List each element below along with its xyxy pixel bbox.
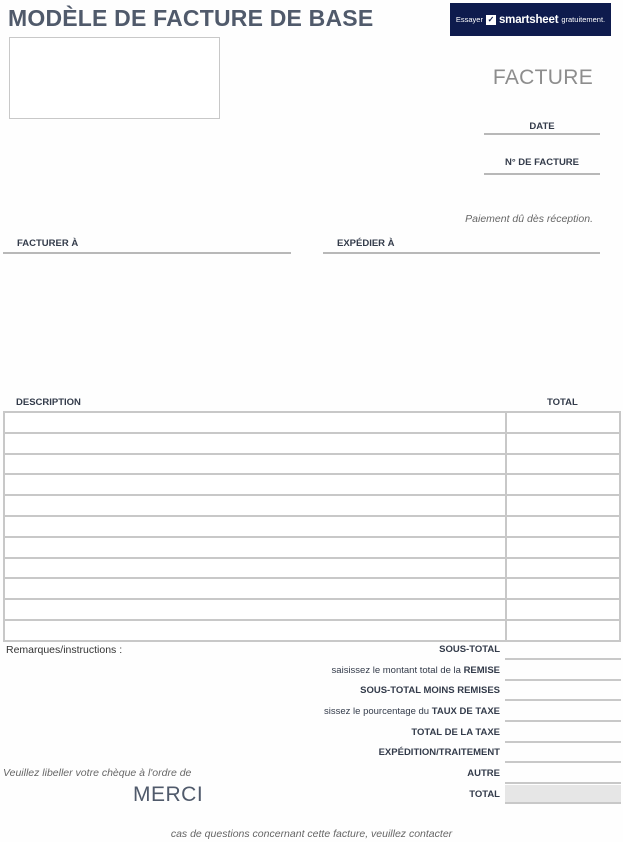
subtotal-less-discount-label: SOUS-TOTAL MOINS REMISES xyxy=(360,685,500,696)
total-cell[interactable] xyxy=(506,620,620,641)
table-row xyxy=(4,433,620,454)
description-cell[interactable] xyxy=(4,537,506,558)
description-cell[interactable] xyxy=(4,474,506,495)
page-title: MODÈLE DE FACTURE DE BASE xyxy=(8,5,374,31)
banner-suffix: gratuitement. xyxy=(561,15,606,24)
smartsheet-banner[interactable] xyxy=(450,3,611,36)
other-label: AUTRE xyxy=(467,768,500,779)
description-cell[interactable] xyxy=(4,433,506,454)
description-cell[interactable] xyxy=(4,495,506,516)
checkmark-icon: ✓ xyxy=(487,14,495,24)
description-cell[interactable] xyxy=(4,516,506,537)
date-field-line[interactable] xyxy=(484,133,600,135)
table-row xyxy=(4,474,620,495)
subtotal-less-discount-field[interactable] xyxy=(505,682,621,701)
tax-total-label: TOTAL DE LA TAXE xyxy=(411,727,500,738)
grand-total-field[interactable] xyxy=(505,785,621,804)
bill-to-line xyxy=(3,252,291,254)
ship-to-label: EXPÉDIER À xyxy=(337,238,395,249)
total-cell[interactable] xyxy=(506,433,620,454)
tax-rate-label: sissez le pourcentage du TAUX DE TAXE xyxy=(324,706,500,717)
discount-field[interactable] xyxy=(505,662,621,681)
total-cell[interactable] xyxy=(506,599,620,620)
bill-to-label: FACTURER À xyxy=(17,238,79,249)
banner-brand: smartsheet xyxy=(498,13,559,26)
total-cell[interactable] xyxy=(506,454,620,475)
payment-note: Paiement dû dès réception. xyxy=(465,213,593,225)
description-cell[interactable] xyxy=(4,558,506,579)
description-column-header: DESCRIPTION xyxy=(16,397,81,408)
thanks-text: MERCI xyxy=(133,783,204,806)
shipping-label: EXPÉDITION/TRAITEMENT xyxy=(378,747,500,758)
table-row xyxy=(4,599,620,620)
banner-prefix: Essayer xyxy=(455,15,483,24)
table-row xyxy=(4,537,620,558)
total-cell[interactable] xyxy=(506,474,620,495)
cheque-note: Veuillez libeller votre chèque à l'ordre de xyxy=(3,767,192,779)
description-cell[interactable] xyxy=(4,599,506,620)
total-cell[interactable] xyxy=(506,412,620,433)
invoice-number-label: N° DE FACTURE xyxy=(505,157,579,168)
total-cell[interactable] xyxy=(506,578,620,599)
ship-to-line xyxy=(323,252,600,254)
total-cell[interactable] xyxy=(506,558,620,579)
total-cell[interactable] xyxy=(506,495,620,516)
other-field[interactable] xyxy=(505,765,621,784)
description-cell[interactable] xyxy=(4,620,506,641)
remarks-label: Remarques/instructions : xyxy=(6,644,123,656)
description-cell[interactable] xyxy=(4,454,506,475)
table-row xyxy=(4,516,620,537)
tax-rate-field[interactable] xyxy=(505,703,621,722)
total-cell[interactable] xyxy=(506,537,620,558)
subtotal-label: SOUS-TOTAL xyxy=(439,644,500,655)
table-row xyxy=(4,620,620,641)
shipping-field[interactable] xyxy=(505,744,621,763)
tax-total-field[interactable] xyxy=(505,724,621,743)
total-cell[interactable] xyxy=(506,516,620,537)
description-cell[interactable] xyxy=(4,412,506,433)
grand-total-label: TOTAL xyxy=(469,789,500,800)
date-label: DATE xyxy=(529,121,555,132)
logo-placeholder[interactable] xyxy=(9,37,220,119)
description-cell[interactable] xyxy=(4,578,506,599)
discount-label: saisissez le montant total de la REMISE xyxy=(331,665,500,676)
invoice-heading: FACTURE xyxy=(492,66,593,89)
invoice-number-field-line[interactable] xyxy=(484,173,600,175)
table-row xyxy=(4,495,620,516)
table-row xyxy=(4,578,620,599)
line-items-table xyxy=(3,411,621,642)
table-row xyxy=(4,558,620,579)
contact-note: cas de questions concernant cette facture, veuillez contacter xyxy=(170,828,453,840)
subtotal-field[interactable] xyxy=(505,641,621,660)
table-row xyxy=(4,412,620,433)
table-row xyxy=(4,454,620,475)
total-column-header: TOTAL xyxy=(547,397,578,408)
